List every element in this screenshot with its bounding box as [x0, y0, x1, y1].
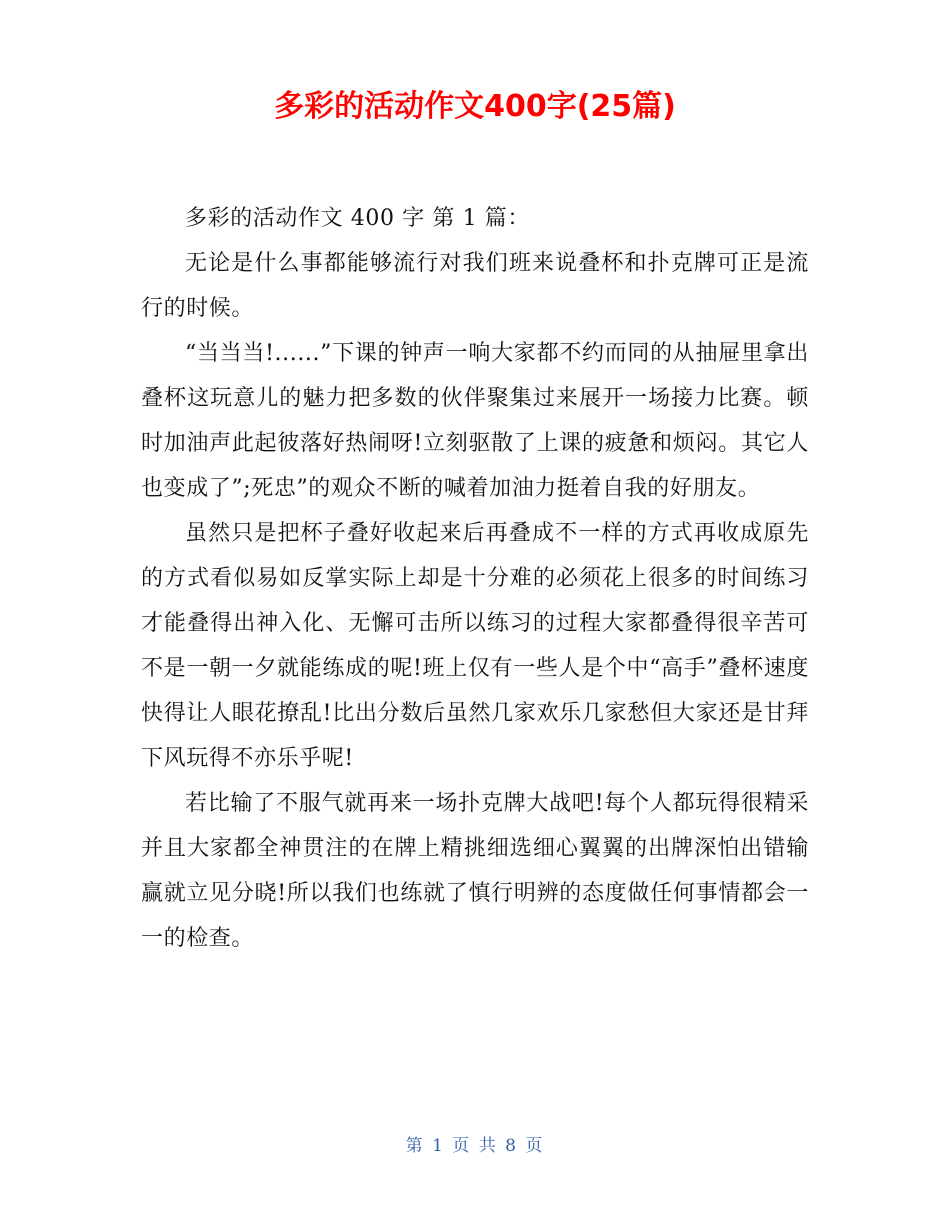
document-body — [141, 196, 809, 961]
paragraph: 无论是什么事都能够流行对我们班来说叠杯和扑克牌可正是流行的时候。 — [141, 251, 809, 321]
paragraph: 若比输了不服气就再来一场扑克牌大战吧!每个人都玩得很精采并且大家都全神贯注的在牌上精挑细选细心翼翼的出牌深怕出错输赢就立见分晓!所以我们也练就了慎行明辨的态度做任何事情都会一一的检查。 — [141, 791, 809, 951]
paragraph: “当当当!......”下课的钟声一响大家都不约而同的从抽屉里拿出叠杯这玩意儿的魅力把多数的伙伴聚集过来展开一场接力比赛。顿时加油声此起彼落好热闹呀!立刻驱散了上课的疲惫和烦闷。其它人也变成了”;死忠”的观众不断的喊着加油力挺着自我的好朋友。 — [141, 341, 809, 501]
document-title: 多彩的活动作文400字(25篇) — [274, 89, 676, 124]
section-heading: 多彩的活动作文 400 字 第 1 篇： — [185, 206, 530, 231]
page-footer: 第 1 页 共 8 页 — [405, 1136, 545, 1156]
paragraph: 虽然只是把杯子叠好收起来后再叠成不一样的方式再收成原先的方式看似易如反掌实际上却是十分难的必须花上很多的时间练习才能叠得出神入化、无懈可击所以练习的过程大家都叠得很辛苦可不是一朝一夕就能练成的呢!班上仅有一些人是个中“高手”叠杯速度快得让人眼花撩乱!比出分数后虽然几家欢乐几家愁但大家还是甘拜下风玩得不亦乐乎呢! — [141, 521, 809, 771]
